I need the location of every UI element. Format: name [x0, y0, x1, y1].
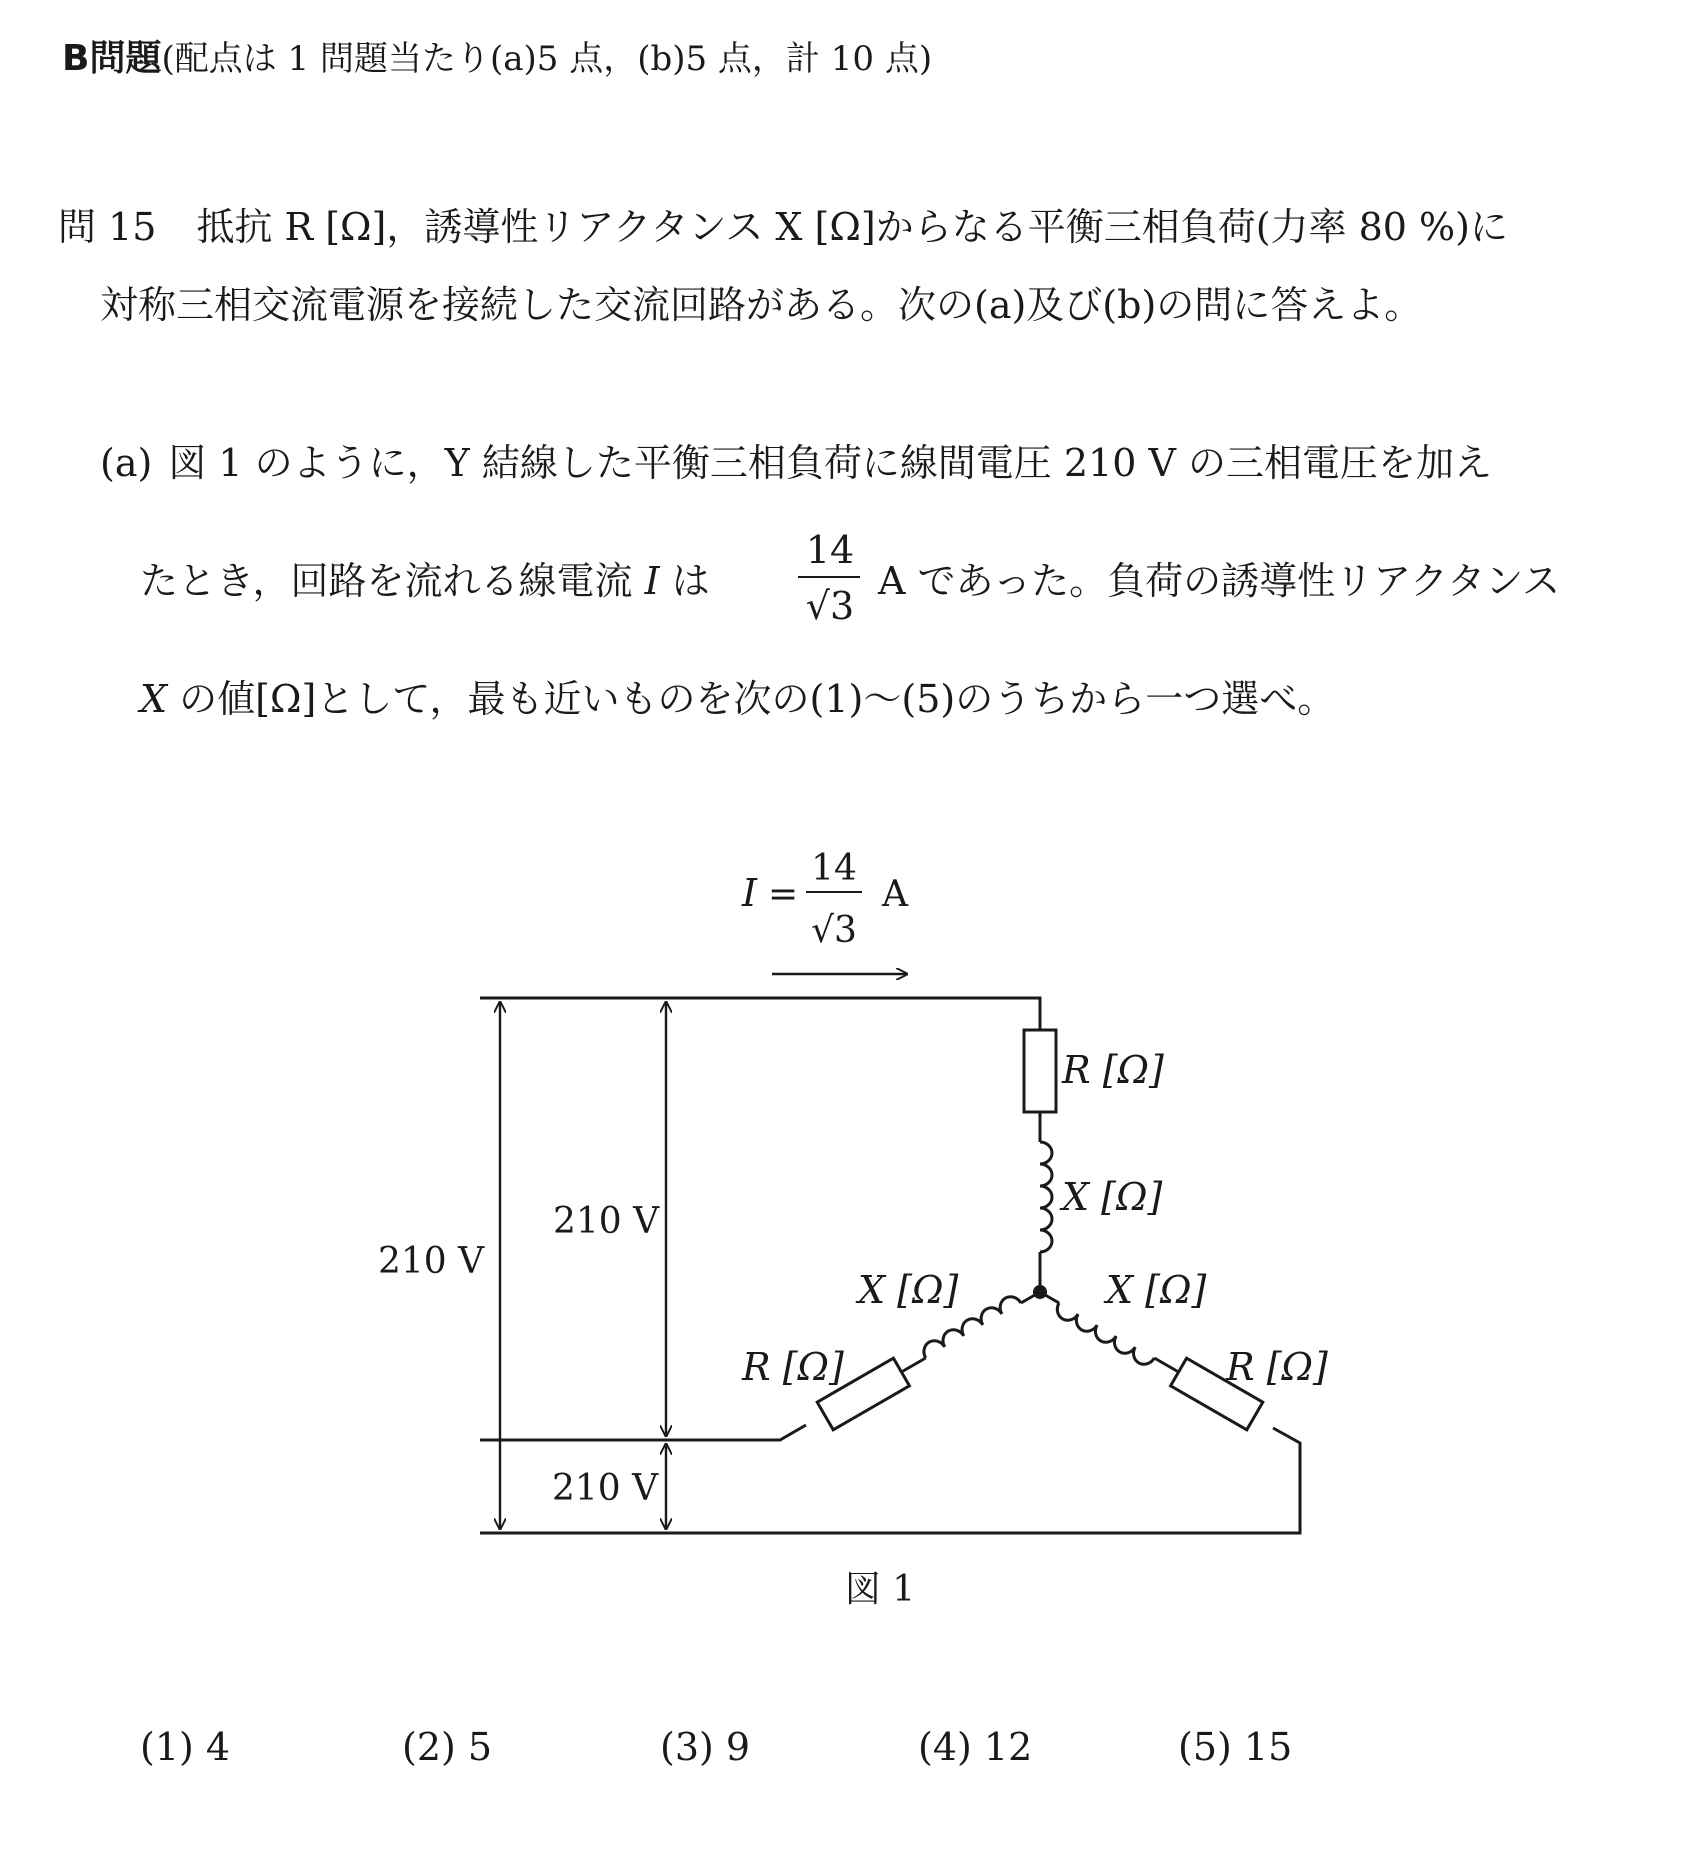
label-x-left: X [Ω]	[858, 1268, 959, 1312]
current-label-unit: A	[882, 874, 908, 915]
question-line-2: 対称三相交流電源を接続した交流回路がある。次の(a)及び(b)の問に答えよ。	[100, 283, 1423, 327]
voltage-label-low: 210 V	[552, 1468, 659, 1509]
choice-4[interactable]: (4) 12	[918, 1725, 1033, 1769]
fraction-denominator: √3	[805, 584, 855, 628]
current-label-var: I	[742, 871, 758, 915]
particle-ha: は	[671, 559, 710, 603]
section-note: (配点は 1 問題当たり(a)5 点，(b)5 点，計 10 点)	[161, 39, 933, 79]
voltage-label-outer: 210 V	[378, 1241, 485, 1282]
resistor-top	[1024, 1030, 1056, 1112]
question-text-1: 抵抗 R [Ω]，誘導性リアクタンス X [Ω]からなる平衡三相負荷(力率 80 %)に	[196, 205, 1508, 249]
part-a-text-2a: たとき，回路を流れる線電流	[140, 559, 633, 603]
line-top	[480, 998, 1040, 1030]
wire-left-2	[901, 1358, 925, 1372]
part-a-text-3: の値[Ω]として，最も近いものを次の(1)～(5)のうちから一つ選べ。	[179, 677, 1336, 721]
part-a-label: (a)	[100, 441, 153, 485]
inductor-right	[1053, 1303, 1154, 1368]
current-label-eq: =	[768, 874, 799, 915]
choice-2[interactable]: (2) 5	[402, 1725, 493, 1769]
choice-5[interactable]: (5) 15	[1178, 1725, 1293, 1769]
fraction-numerator: 14	[805, 528, 855, 572]
part-a-text-1: 図 1 のように，Y 結線した平衡三相負荷に線間電圧 210 V の三相電圧を加え	[168, 441, 1493, 485]
part-a-text-2b: A であった。負荷の誘導性リアクタンス	[878, 559, 1561, 603]
neutral-node	[1033, 1285, 1047, 1299]
section-title: B問題	[62, 38, 162, 79]
reactance-variable: X	[140, 677, 168, 721]
inductor-top	[1040, 1142, 1052, 1252]
label-x-top: X [Ω]	[1062, 1175, 1163, 1219]
figure-caption: 図 1	[844, 1569, 916, 1610]
question-number: 問 15	[58, 205, 157, 249]
wire-right-2	[1154, 1358, 1178, 1372]
current-label-den: √3	[811, 910, 857, 951]
current-label-num: 14	[811, 848, 857, 889]
label-r-left: R [Ω]	[742, 1345, 844, 1389]
label-x-right: X [Ω]	[1106, 1268, 1207, 1312]
current-variable: I	[644, 559, 660, 603]
label-r-right: R [Ω]	[1226, 1345, 1328, 1389]
label-r-top: R [Ω]	[1062, 1048, 1164, 1092]
voltage-label-mid: 210 V	[553, 1201, 660, 1242]
line-middle	[480, 1425, 806, 1440]
choice-3[interactable]: (3) 9	[660, 1725, 751, 1769]
choice-1[interactable]: (1) 4	[140, 1725, 231, 1769]
